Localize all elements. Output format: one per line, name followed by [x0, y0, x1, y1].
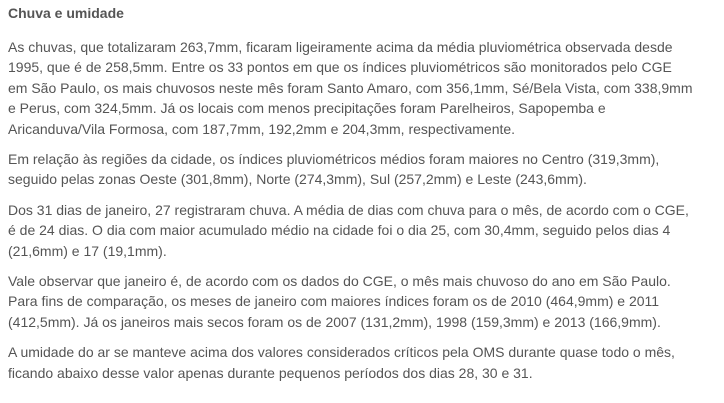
text-line: As chuvas, que totalizaram 263,7mm, ficaram ligeiramente acima da média pluviométrica observada desde	[8, 39, 673, 55]
text-line: A umidade do ar se manteve acima dos valores considerados críticos pela OMS durante quase todo o mês,	[8, 344, 675, 361]
text-line: Em relação às regiões da cidade, os índices pluviométricos médios foram maiores no Centro (319,3mm),	[8, 151, 660, 168]
text-line: 1995, que é de 258,5mm. Entre os 33 pontos em que os índices pluviométricos são monitorados pelo CGE	[8, 59, 672, 76]
text-line: Para fins de comparação, os meses de janeiro com maiores índices foram os de 2010 (464,9mm) e 2011	[8, 293, 660, 310]
paragraph-city-regions	[8, 149, 720, 190]
text-line: Aricanduva/Vila Formosa, com 187,7mm, 192,2mm e 204,3mm, respectivamente.	[8, 120, 516, 137]
text-line: (412,5mm). Já os janeiros mais secos foram os de 2007 (131,2mm), 1998 (159,3mm) e 2013 (166,9mm).	[8, 313, 661, 330]
text-line: Dos 31 dias de janeiro, 27 registraram chuva. A média de dias com chuva para o mês, de acordo com o CGE,	[8, 201, 689, 218]
text-line: Vale observar que janeiro é, de acordo com os dados do CGE, o mês mais chuvoso do ano em São Paulo.	[8, 273, 671, 290]
text-line: ficando abaixo desse valor apenas durante pequenos períodos dos dias 28, 30 e 31.	[8, 364, 533, 381]
text-line: (21,6mm) e 17 (19,1mm).	[8, 242, 167, 259]
paragraph-rainfall-totals	[8, 37, 720, 139]
paragraph-january-comparison	[8, 271, 720, 332]
text-line: e Perus, com 324,5mm. Já os locais com menos precipitações foram Parelheiros, Sapopemba e	[8, 100, 606, 117]
text-line: seguido pelas zonas Oeste (301,8mm), Norte (274,3mm), Sul (257,2mm) e Leste (243,6mm).	[8, 171, 587, 188]
text-line: é de 24 dias. O dia com maior acumulado médio na cidade foi o dia 25, com 30,4mm, seguido pelos dias 4	[8, 222, 671, 239]
paragraph-rainy-days	[8, 200, 720, 261]
paragraph-air-humidity	[8, 342, 720, 383]
text-line: em São Paulo, os mais chuvosos neste mês foram Santo Amaro, com 356,1mm, Sé/Bela Vista, com 338,9mm	[8, 79, 693, 96]
section-heading: Chuva e umidade	[8, 5, 124, 21]
